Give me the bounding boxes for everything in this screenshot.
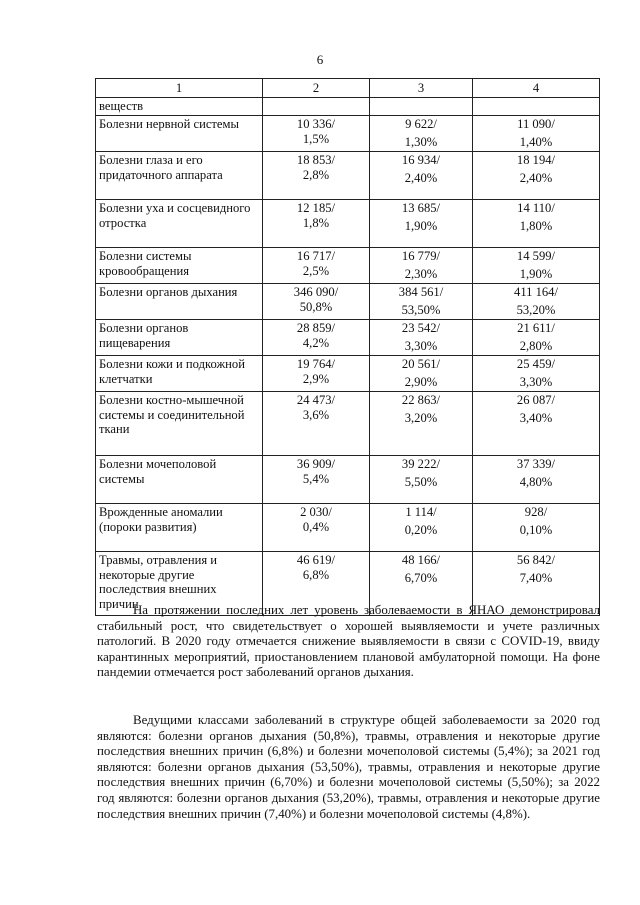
- share-percent: 3,20%: [404, 410, 438, 425]
- case-count: 384 561/: [398, 285, 444, 299]
- share-percent: 2,8%: [302, 167, 330, 182]
- share-percent: 3,30%: [404, 338, 438, 353]
- share-percent: 0,4%: [302, 519, 330, 534]
- case-count: 24 473/: [296, 393, 336, 407]
- value-cell-v2020: [263, 116, 370, 152]
- value-cell-v2020: [263, 456, 370, 504]
- share-percent: 7,40%: [519, 570, 553, 585]
- value-cell-v2020: [263, 284, 370, 320]
- value-cell-v2022: [473, 284, 600, 320]
- share-percent: 3,6%: [302, 407, 330, 422]
- value-cell-v2020: [263, 200, 370, 248]
- header-cell-2: 2: [263, 79, 370, 98]
- case-count: 928/: [524, 505, 548, 519]
- empty-cell: [370, 97, 473, 116]
- value-cell-v2022: [473, 356, 600, 392]
- disease-class-cell: Болезни органов дыхания: [96, 284, 263, 320]
- table-row: [96, 152, 600, 200]
- share-percent: 1,5%: [302, 131, 330, 146]
- share-percent: 5,4%: [302, 471, 330, 486]
- share-percent: 2,90%: [404, 374, 438, 389]
- table-header-row: [96, 79, 600, 98]
- page-number: 6: [316, 52, 324, 67]
- share-percent: 4,80%: [519, 474, 553, 489]
- case-count: 39 222/: [401, 457, 441, 471]
- case-count: 20 561/: [401, 357, 441, 371]
- case-count: 9 622/: [405, 117, 437, 131]
- table-row: [96, 116, 600, 152]
- case-count: 2 030/: [300, 505, 332, 519]
- case-count: 19 764/: [296, 357, 336, 371]
- case-count: 11 090/: [517, 117, 555, 131]
- disease-class-cell: Врожденные аномалии (пороки развития): [96, 504, 263, 552]
- case-count: 10 336/: [296, 117, 336, 131]
- disease-class-cell: Болезни нервной системы: [96, 116, 263, 152]
- value-cell-v2022: [473, 456, 600, 504]
- share-percent: 0,10%: [519, 522, 553, 537]
- share-percent: 0,20%: [404, 522, 438, 537]
- value-cell-v2022: [473, 320, 600, 356]
- disease-class-cell: Болезни глаза и его придаточного аппарата: [96, 152, 263, 200]
- share-percent: 1,80%: [519, 218, 553, 233]
- value-cell-v2021: [370, 248, 473, 284]
- table-row: [96, 392, 600, 456]
- table-row: [96, 320, 600, 356]
- case-count: 1 114/: [405, 505, 437, 519]
- case-count: 28 859/: [296, 321, 336, 335]
- value-cell-v2021: [370, 284, 473, 320]
- value-cell-v2021: [370, 504, 473, 552]
- value-cell-v2022: [473, 116, 600, 152]
- table-row: [96, 456, 600, 504]
- header-cell-1: 1: [96, 79, 263, 98]
- disease-class-cell: Болезни уха и сосцевидного отростка: [96, 200, 263, 248]
- case-count: 16 717/: [296, 249, 336, 263]
- value-cell-v2022: [473, 152, 600, 200]
- disease-class-cell: Травмы, отравления и некоторые другие последствия внешних причин: [96, 552, 263, 616]
- share-percent: 5,50%: [404, 474, 438, 489]
- case-count: 26 087/: [516, 393, 556, 407]
- table-row: [96, 504, 600, 552]
- share-percent: 2,5%: [302, 263, 330, 278]
- disease-class-cell: Болезни системы кровообращения: [96, 248, 263, 284]
- share-percent: 6,70%: [404, 570, 438, 585]
- value-cell-v2020: [263, 392, 370, 456]
- table-row: [96, 248, 600, 284]
- share-percent: 50,8%: [299, 299, 333, 314]
- case-count: 18 194/: [516, 153, 556, 167]
- value-cell-v2020: [263, 356, 370, 392]
- value-cell-v2021: [370, 392, 473, 456]
- case-count: 16 779/: [401, 249, 441, 263]
- share-percent: 1,8%: [302, 215, 330, 230]
- value-cell-v2021: [370, 200, 473, 248]
- table-row: [96, 200, 600, 248]
- case-count: 21 611/: [517, 321, 555, 335]
- case-count: 56 842/: [516, 553, 556, 567]
- case-count: 23 542/: [401, 321, 441, 335]
- value-cell-v2022: [473, 392, 600, 456]
- case-count: 25 459/: [516, 357, 556, 371]
- paragraph-trend: На протяжении последних лет уровень заболеваемости в ЯНАО демонстрировал стабильный рост, что свидетельствует о хорошей выявляемости и учете различных патологий. В 2020 году отмечается снижение выявляемости в связи с COVID-19, ввиду карантинных мероприятий, приостановлением плановой амбулаторной помощи. На фоне пандемии отмечается рост заболеваний органов дыхания.: [97, 603, 600, 680]
- case-count: 14 599/: [516, 249, 556, 263]
- value-cell-v2020: [263, 248, 370, 284]
- share-percent: 2,40%: [519, 170, 553, 185]
- share-percent: 4,2%: [302, 335, 330, 350]
- table-row: [96, 356, 600, 392]
- case-count: 16 934/: [401, 153, 441, 167]
- value-cell-v2020: [263, 504, 370, 552]
- case-count: 18 853/: [296, 153, 336, 167]
- empty-cell: [473, 97, 600, 116]
- header-cell-3: 3: [370, 79, 473, 98]
- empty-cell: [263, 97, 370, 116]
- value-cell-v2021: [370, 356, 473, 392]
- disease-class-cell: Болезни костно-мышечной системы и соединительной ткани: [96, 392, 263, 456]
- share-percent: 53,20%: [516, 302, 556, 317]
- share-percent: 1,90%: [404, 218, 438, 233]
- value-cell-v2022: [473, 200, 600, 248]
- value-cell-v2022: [473, 504, 600, 552]
- value-cell-v2021: [370, 152, 473, 200]
- case-count: 14 110/: [517, 201, 555, 215]
- share-percent: 2,30%: [404, 266, 438, 281]
- paragraph-leading-classes: Ведущими классами заболеваний в структуре общей заболеваемости за 2020 год являются: болезни органов дыхания (50,8%), травмы, отравления и некоторые другие последствия внешних причин (6,8%) и болезни мочеполовой системы (5,4%); за 2021 год являются: болезни органов дыхания (53,50%), травмы, отравления и некоторые другие последствия внешних причин (6,70%) и болезни мочеполовой системы (5,50%); за 2022 год являются: болезни органов дыхания (53,20%), травмы, отравления и некоторые другие последствия внешних причин (7,40%) и болезни мочеполовой системы (4,8%).: [97, 713, 600, 821]
- case-count: 411 164/: [514, 285, 558, 299]
- share-percent: 2,80%: [519, 338, 553, 353]
- continuation-row: [96, 97, 600, 116]
- case-count: 346 090/: [293, 285, 339, 299]
- disease-class-cell: Болезни мочеполовой системы: [96, 456, 263, 504]
- case-count: 12 185/: [296, 201, 336, 215]
- share-percent: 3,40%: [519, 410, 553, 425]
- case-count: 37 339/: [516, 457, 556, 471]
- share-percent: 6,8%: [302, 567, 330, 582]
- share-percent: 53,50%: [401, 302, 441, 317]
- share-percent: 1,40%: [519, 134, 553, 149]
- table-row: [96, 284, 600, 320]
- share-percent: 2,9%: [302, 371, 330, 386]
- continuation-cell: веществ: [96, 97, 263, 116]
- case-count: 13 685/: [401, 201, 441, 215]
- disease-class-cell: Болезни органов пищеварения: [96, 320, 263, 356]
- share-percent: 1,30%: [404, 134, 438, 149]
- case-count: 22 863/: [401, 393, 441, 407]
- case-count: 46 619/: [296, 553, 336, 567]
- value-cell-v2020: [263, 320, 370, 356]
- share-percent: 3,30%: [519, 374, 553, 389]
- share-percent: 2,40%: [404, 170, 438, 185]
- case-count: 36 909/: [296, 457, 336, 471]
- value-cell-v2020: [263, 152, 370, 200]
- value-cell-v2022: [473, 248, 600, 284]
- value-cell-v2021: [370, 456, 473, 504]
- value-cell-v2021: [370, 320, 473, 356]
- table-body: [96, 79, 600, 616]
- header-cell-4: 4: [473, 79, 600, 98]
- morbidity-table: [95, 78, 600, 616]
- value-cell-v2021: [370, 116, 473, 152]
- share-percent: 1,90%: [519, 266, 553, 281]
- case-count: 48 166/: [401, 553, 441, 567]
- disease-class-cell: Болезни кожи и подкожной клетчатки: [96, 356, 263, 392]
